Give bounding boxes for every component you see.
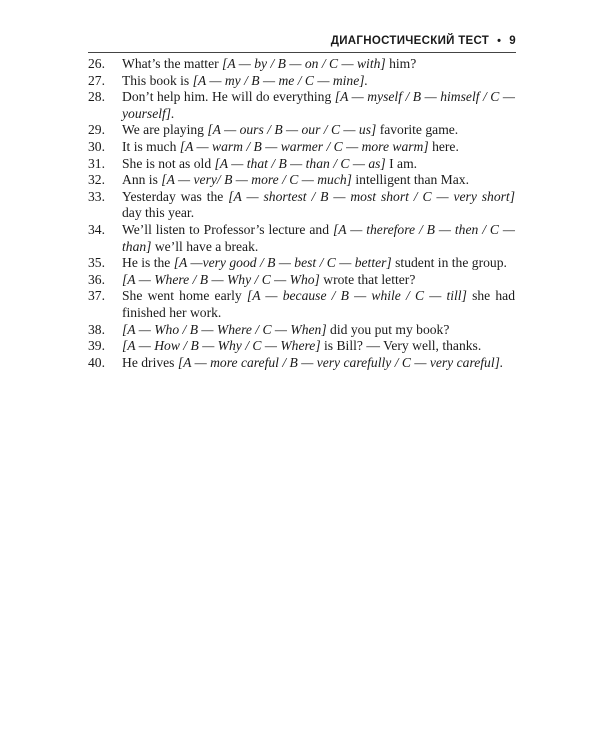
question-text — [122, 73, 368, 88]
question-number: 40. — [88, 354, 105, 370]
answer-options: [A — my / B — me / C — mine]. — [192, 72, 368, 88]
question-list — [88, 56, 515, 371]
question-number: 30. — [88, 138, 105, 154]
question-text — [122, 322, 449, 337]
question-number: 29. — [88, 122, 105, 138]
question-item — [88, 156, 515, 173]
question-text — [122, 272, 415, 287]
answer-options: [A — by / B — on / C — with] — [222, 56, 386, 71]
question-item — [88, 255, 515, 272]
answer-options: [A —very good / B — best / C — better] — [173, 255, 392, 271]
question-text — [122, 56, 416, 71]
question-number: 35. — [88, 255, 105, 271]
answer-options: [A — more careful / B — very carefully / C — very careful]. — [177, 354, 504, 370]
answer-options: [A — that / B — than / C — as] — [214, 155, 386, 171]
question-item — [88, 272, 515, 289]
answer-options: [A — Where / B — Why / C — Who] — [122, 271, 320, 287]
question-item — [88, 288, 515, 321]
question-fragment: she had finished her work. — [122, 288, 515, 320]
question-item — [88, 172, 515, 189]
question-number: 33. — [88, 188, 105, 204]
header-title: ДИАГНОСТИЧЕСКИЙ ТЕСТ — [330, 35, 490, 47]
question-text — [122, 89, 515, 121]
question-fragment: wrote that letter? — [319, 271, 416, 287]
question-fragment: It is much — [122, 138, 180, 154]
answer-options: [A — ours / B — our / C — us] — [207, 122, 377, 138]
question-item — [88, 89, 515, 122]
page-number: 9 — [509, 35, 516, 47]
question-fragment: intelligent than Max. — [351, 172, 470, 188]
running-header — [331, 35, 516, 47]
question-fragment: What’s the matter — [122, 56, 223, 71]
answer-options: [A — very/ B — more / C — much] — [161, 172, 352, 188]
question-text — [122, 189, 515, 221]
answer-options: [A — shortest / B — most short / C — very short] — [228, 188, 516, 204]
header-rule — [88, 52, 516, 53]
answer-options: [A — myself / B — himself / C — yourself]. — [122, 89, 515, 121]
question-number: 26. — [88, 56, 105, 71]
question-fragment: is Bill? — Very well, thanks. — [320, 338, 482, 354]
question-number: 36. — [88, 271, 105, 287]
question-item — [88, 338, 515, 355]
question-number: 28. — [88, 89, 105, 105]
question-item — [88, 355, 515, 372]
answer-options: [A — therefore / B — then / C — than] — [122, 221, 516, 254]
question-text — [122, 338, 481, 353]
question-text — [122, 255, 507, 270]
answer-options: [A — warm / B — warmer / C — more warm] — [179, 138, 429, 154]
question-fragment: This book is — [122, 72, 193, 88]
question-fragment: him? — [385, 56, 417, 71]
question-number: 34. — [88, 221, 105, 237]
question-item — [88, 56, 515, 73]
question-text — [122, 156, 417, 171]
question-number: 38. — [88, 321, 105, 337]
question-fragment: favorite game. — [376, 122, 459, 138]
question-fragment: She went home early — [122, 288, 247, 304]
answer-options: [A — because / B — while / C — till] — [246, 288, 467, 304]
question-fragment: we’ll have a break. — [151, 238, 259, 254]
question-text — [122, 139, 459, 154]
question-item — [88, 322, 515, 339]
question-fragment: We are playing — [122, 122, 208, 138]
question-fragment: here. — [428, 138, 459, 154]
question-text — [122, 355, 503, 370]
question-text — [122, 122, 458, 137]
question-text — [122, 172, 469, 187]
question-fragment: did you put my book? — [326, 321, 450, 337]
question-fragment: She is not as old — [122, 155, 215, 171]
question-fragment: I am. — [385, 155, 418, 171]
question-fragment: Yesterday was the — [122, 188, 229, 204]
question-fragment: He drives — [122, 354, 178, 370]
question-text — [122, 288, 515, 320]
question-item — [88, 139, 515, 156]
question-number: 32. — [88, 172, 105, 188]
question-fragment: Don’t help him. He will do everything — [122, 89, 335, 105]
answer-options: [A — How / B — Why / C — Where] — [122, 338, 321, 354]
question-item — [88, 73, 515, 90]
question-fragment: Ann is — [122, 172, 162, 188]
question-number: 27. — [88, 72, 105, 88]
question-fragment: day this year. — [122, 205, 195, 221]
question-item — [88, 122, 515, 139]
answer-options: [A — Who / B — Where / C — When] — [122, 321, 327, 337]
question-number: 39. — [88, 338, 105, 354]
question-number: 37. — [88, 288, 105, 304]
question-fragment: We’ll listen to Professor’s lecture and — [122, 221, 333, 237]
question-fragment: He is the — [122, 255, 174, 271]
question-number: 31. — [88, 155, 105, 171]
header-separator: • — [497, 35, 502, 47]
question-item — [88, 189, 515, 222]
question-fragment: student in the group. — [391, 255, 507, 271]
question-item — [88, 222, 515, 255]
question-text — [122, 222, 515, 254]
